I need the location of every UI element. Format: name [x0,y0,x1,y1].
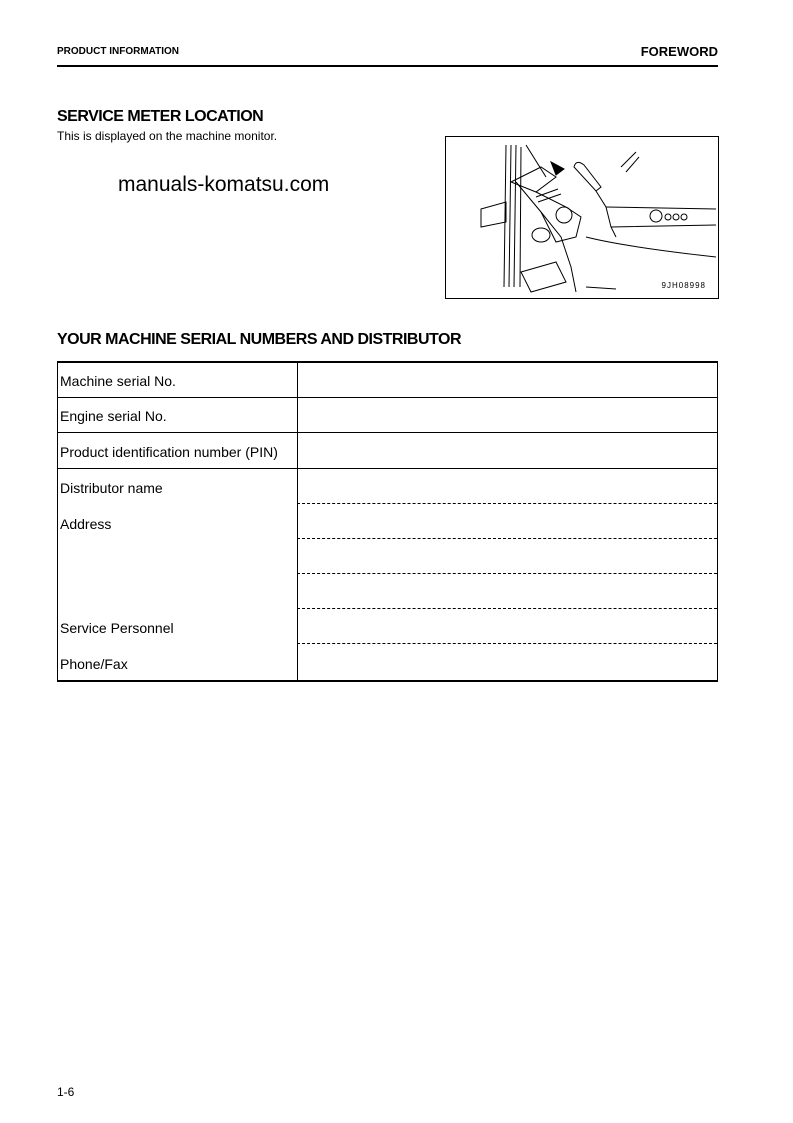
label-machine-serial: Machine serial No. [60,373,176,389]
header-chapter: FOREWORD [640,44,718,59]
service-meter-title: SERVICE METER LOCATION [57,108,264,125]
dashed-line [297,573,717,574]
serials-title: YOUR MACHINE SERIAL NUMBERS AND DISTRIBUTOR [57,331,461,348]
dashed-line [297,643,717,644]
row-divider [58,397,717,398]
dashed-line [297,503,717,504]
label-distributor: Distributor name [60,480,163,496]
machine-monitor-figure [445,136,719,299]
header-rule [57,65,718,67]
label-engine-serial: Engine serial No. [60,408,167,424]
dashed-line [297,538,717,539]
column-divider [297,363,298,680]
row-divider [58,432,717,433]
header-section: PRODUCT INFORMATION [57,46,180,57]
figure-code: 9JH08998 [661,281,706,290]
dashed-line [297,608,717,609]
watermark-link[interactable]: manuals-komatsu.com [118,173,330,196]
service-meter-text: This is displayed on the machine monitor. [57,129,278,143]
cab-illustration [446,137,718,298]
row-divider [58,468,717,469]
label-pin: Product identification number (PIN) [60,444,278,460]
label-service-personnel: Service Personnel [60,620,174,636]
label-address: Address [60,516,112,532]
label-phone-fax: Phone/Fax [60,656,128,672]
serials-table [57,361,718,682]
page-number: 1-6 [57,1085,75,1099]
